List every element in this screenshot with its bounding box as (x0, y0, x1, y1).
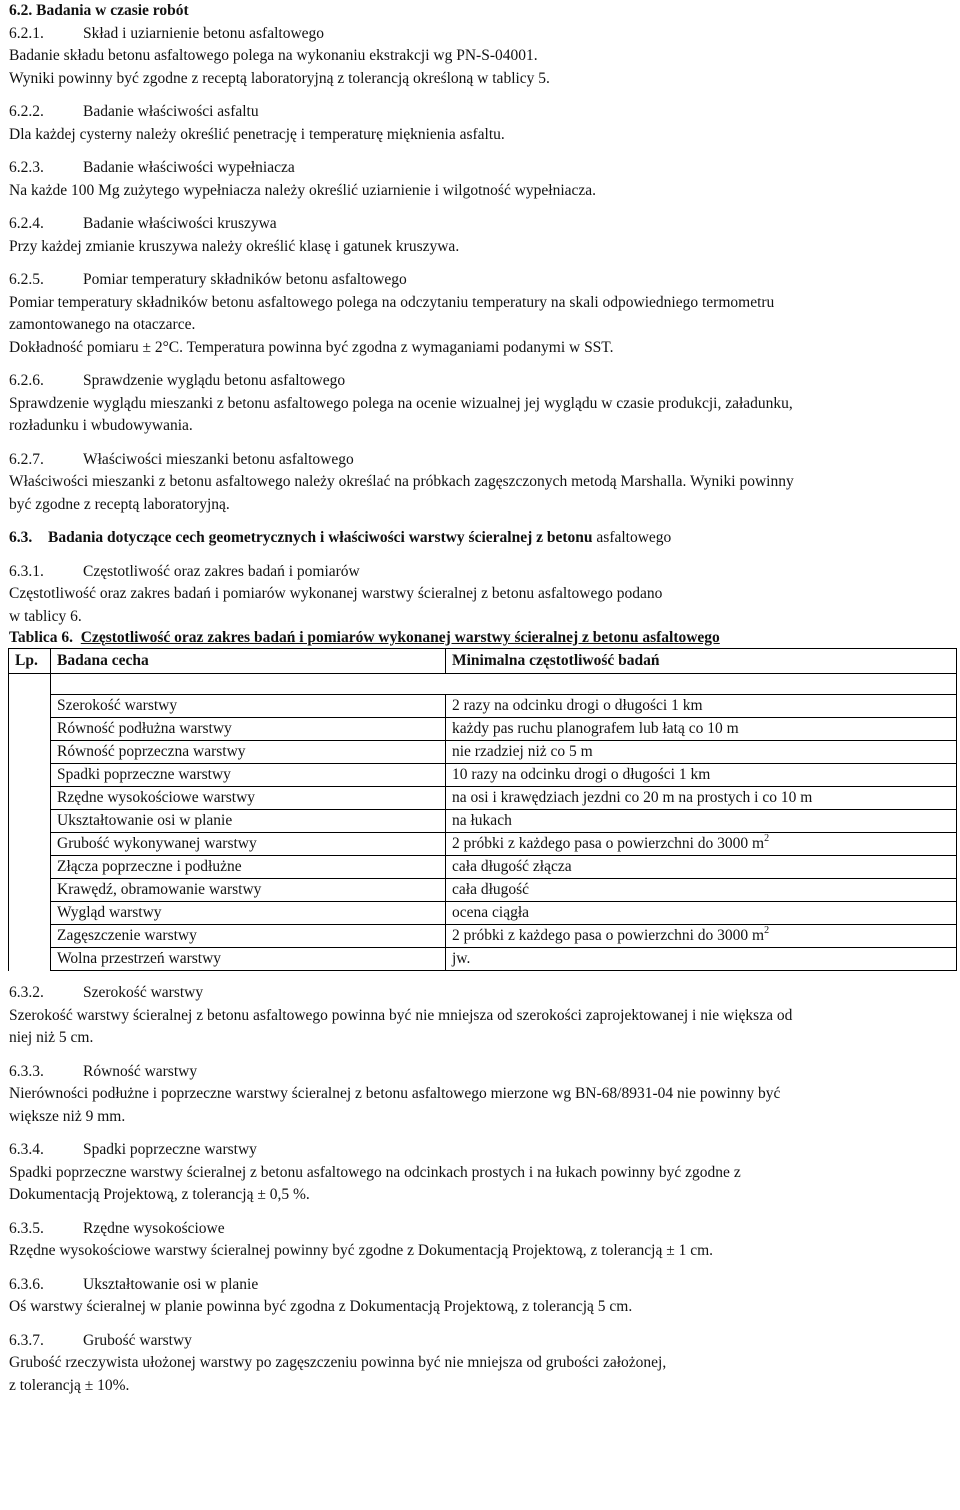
header-cell-lp: Lp. (9, 649, 51, 674)
section-title: Skład i uziarnienie betonu asfaltowego (83, 24, 325, 42)
table-cell-feature: Równość podłużna warstwy (51, 718, 446, 741)
table-cell-feature: Złącza poprzeczne i podłużne (51, 856, 446, 879)
frequency-table (8, 648, 957, 971)
table-cell-feature: Grubość wykonywanej warstwy (51, 833, 446, 856)
section-number: 6.3.3. (9, 1062, 44, 1080)
table-row (9, 764, 957, 787)
section-6-3-4-heading (9, 1139, 955, 1162)
table-row (9, 787, 957, 810)
table-row (9, 718, 957, 741)
section-number: 6.3.6. (9, 1275, 44, 1293)
table-row (9, 879, 957, 902)
paragraph: zamontowanego na otaczarce. (9, 316, 196, 333)
header-cell-frequency: Minimalna częstotliwość badań (446, 649, 957, 674)
table-spacer-row (9, 674, 957, 695)
table-row (9, 695, 957, 718)
table-cell-frequency (446, 764, 957, 787)
table-cell-lp (9, 787, 51, 810)
section-6-2-5-heading (9, 269, 955, 292)
section-6-2-title: 6.2. Badania w czasie robót (9, 2, 189, 19)
table-header-row (9, 649, 957, 674)
superscript: 2 (764, 833, 770, 844)
paragraph: Dla każdej cysterny należy określić penetrację i temperaturę mięknienia asfaltu. (9, 125, 505, 143)
section-number: 6.2.3. (9, 159, 44, 176)
paragraph: większe niż 9 mm. (9, 1107, 126, 1125)
table-cell-frequency (446, 695, 957, 718)
table-cell-frequency (446, 787, 957, 810)
frequency-text: 2 próbki z każdego pasa o powierzchni do 3000 m (452, 835, 765, 852)
section-title: Częstotliwość oraz zakres badań i pomiarów (83, 562, 360, 580)
section-title: Spadki poprzeczne warstwy (83, 1141, 257, 1158)
section-6-3-2-heading (9, 982, 955, 1005)
paragraph: Szerokość warstwy ścieralnej z betonu asfaltowego powinna być nie mniejsza od szerokości zaprojektowanej i nie większa od (9, 1006, 793, 1024)
paragraph: Pomiar temperatury składników betonu asfaltowego polega na odczytaniu temperatury na skali odpowiedniego termometru (9, 293, 775, 311)
table-cell-lp (9, 948, 51, 971)
paragraph: Dokładność pomiaru ± 2°C. Temperatura powinna być zgodna z wymaganiami podanymi w SST. (9, 338, 614, 356)
table-caption-text: Częstotliwość oraz zakres badań i pomiarów wykonanej warstwy ścieralnej z betonu asfaltowego (80, 629, 720, 646)
table-cell-feature: Równość poprzeczna warstwy (51, 741, 446, 764)
section-number: 6.2.6. (9, 372, 44, 389)
paragraph: być zgodne z receptą laboratoryjną. (9, 495, 230, 513)
paragraph: Właściwości mieszanki z betonu asfaltowego należy określać na próbkach zagęszczonych metodą Marshalla. Wyniki powinny (9, 473, 794, 490)
paragraph: z tolerancją ± 10%. (9, 1376, 130, 1394)
paragraph: Na każde 100 Mg zużytego wypełniacza należy określić uziarnienie i wilgotność wypełniacza. (9, 181, 597, 199)
paragraph: niej niż 5 cm. (9, 1029, 94, 1046)
frequency-text: cała długość złącza (452, 858, 572, 875)
section-title: Właściwości mieszanki betonu asfaltowego (83, 450, 354, 468)
table-caption (9, 628, 955, 648)
section-number: 6.3.1. (9, 562, 44, 580)
frequency-text: każdy pas ruchu planografem lub łatą co 10 m (452, 720, 739, 737)
table-cell-feature: Szerokość warstwy (51, 695, 446, 718)
table-cell-feature: Krawędź, obramowanie warstwy (51, 879, 446, 902)
section-number: 6.2.5. (9, 271, 44, 288)
frequency-text: ocena ciągła (452, 904, 530, 921)
table-cell-feature: Spadki poprzeczne warstwy (51, 764, 446, 787)
document-page (9, 0, 955, 1397)
frequency-text: na łukach (452, 812, 512, 829)
section-6-2-7-heading (9, 449, 955, 472)
table-cell-frequency (446, 879, 957, 902)
frequency-text: na osi i krawędziach jezdni co 20 m na prostych i co 10 m (452, 789, 813, 806)
section-title: Badanie właściwości wypełniacza (83, 159, 295, 176)
section-title: Równość warstwy (83, 1062, 198, 1080)
table-cell-lp (9, 879, 51, 902)
table-body (9, 695, 957, 971)
table-cell-feature: Rzędne wysokościowe warstwy (51, 787, 446, 810)
section-6-3-5-heading (9, 1218, 955, 1241)
frequency-text: nie rzadziej niż co 5 m (452, 743, 593, 760)
paragraph: Dokumentacją Projektową, z tolerancją ± 0,5 %. (9, 1186, 310, 1203)
table-row (9, 741, 957, 764)
header-cell-feature: Badana cecha (51, 649, 446, 674)
paragraph: Grubość rzeczywista ułożonej warstwy po zagęszczeniu powinna być nie mniejsza od grubości założonej, (9, 1354, 667, 1371)
table-cell-frequency (446, 741, 957, 764)
frequency-text: 10 razy na odcinku drogi o długości 1 km (452, 766, 711, 783)
paragraph: Sprawdzenie wyglądu mieszanki z betonu asfaltowego polega na ocenie wizualnej jej wyglądu w czasie produkcji, załadunku, (9, 394, 793, 412)
table-cell-lp (9, 764, 51, 787)
table-row (9, 833, 957, 856)
table-cell-lp (9, 925, 51, 948)
table-cell-frequency (446, 718, 957, 741)
section-title-rest: asfaltowego (592, 529, 672, 546)
section-number: 6.3.5. (9, 1219, 44, 1237)
section-6-3-3-heading (9, 1061, 955, 1084)
table-row (9, 810, 957, 833)
frequency-text: jw. (452, 950, 471, 967)
section-6-2-1-heading (9, 23, 955, 46)
section-title: Badania dotyczące cech geometrycznych i właściwości warstwy ścieralnej z betonu (48, 529, 593, 546)
table-cell-feature: Wygląd warstwy (51, 902, 446, 925)
paragraph: Przy każdej zmianie kruszywa należy określić klasę i gatunek kruszywa. (9, 237, 460, 255)
section-6-3-heading (9, 527, 955, 550)
section-number: 6.3. (9, 529, 33, 546)
table-cell-lp (9, 741, 51, 764)
table-cell-lp (9, 833, 51, 856)
section-number: 6.2.1. (9, 24, 44, 42)
section-6-2-3-heading (9, 157, 955, 180)
table-cell-lp (9, 856, 51, 879)
table-cell-feature: Zagęszczenie warstwy (51, 925, 446, 948)
section-title: Pomiar temperatury składników betonu asfaltowego (83, 271, 407, 288)
table-cell-frequency (446, 833, 957, 856)
section-number: 6.3.2. (9, 984, 44, 1001)
table-cell-feature: Wolna przestrzeń warstwy (51, 948, 446, 971)
table-row (9, 902, 957, 925)
table-row (9, 856, 957, 879)
table-cell-frequency (446, 925, 957, 948)
section-title: Grubość warstwy (83, 1331, 192, 1349)
paragraph: Spadki poprzeczne warstwy ścieralnej z betonu asfaltowego na odcinkach prostych i na łukach powinny być zgodne z (9, 1163, 741, 1181)
section-title: Sprawdzenie wyglądu betonu asfaltowego (83, 372, 346, 389)
table-cell-lp (9, 695, 51, 718)
section-number: 6.2.2. (9, 103, 44, 120)
frequency-text: cała długość (452, 881, 530, 898)
table-cell-feature: Ukształtowanie osi w planie (51, 810, 446, 833)
table-cell-frequency (446, 902, 957, 925)
section-6-2-2-heading (9, 101, 955, 124)
section-6-2-4-heading (9, 213, 955, 236)
paragraph: rozładunku i wbudowywania. (9, 417, 193, 434)
table-caption-number: Tablica 6. (9, 629, 74, 646)
section-6-3-7-heading (9, 1330, 955, 1353)
frequency-text: 2 próbki z każdego pasa o powierzchni do 3000 m (452, 927, 765, 944)
section-6-3-6-heading (9, 1274, 955, 1297)
paragraph: Wyniki powinny być zgodne z receptą laboratoryjną z tolerancją określoną w tablicy 5. (9, 69, 550, 87)
paragraph: Częstotliwość oraz zakres badań i pomiarów wykonanej warstwy ścieralnej z betonu asfaltowego podano (9, 585, 663, 602)
table-cell-frequency (446, 948, 957, 971)
table-row (9, 948, 957, 971)
section-6-3-1-heading (9, 561, 955, 584)
section-number: 6.2.7. (9, 450, 44, 468)
section-6-2-6-heading (9, 370, 955, 393)
table-cell-lp (9, 718, 51, 741)
paragraph: w tablicy 6. (9, 607, 82, 625)
section-title: Badanie właściwości kruszywa (83, 215, 277, 232)
section-number: 6.3.7. (9, 1331, 44, 1349)
superscript: 2 (764, 925, 770, 936)
section-title: Szerokość warstwy (83, 984, 204, 1001)
section-number: 6.3.4. (9, 1141, 44, 1158)
section-title: Badanie właściwości asfaltu (83, 103, 259, 120)
paragraph: Badanie składu betonu asfaltowego polega na wykonaniu ekstrakcji wg PN-S-04001. (9, 47, 538, 64)
paragraph: Rzędne wysokościowe warstwy ścieralnej powinny być zgodne z Dokumentacją Projektową, z tolerancją ± 1 cm. (9, 1242, 714, 1259)
frequency-text: 2 razy na odcinku drogi o długości 1 km (452, 697, 703, 714)
table-cell-frequency (446, 810, 957, 833)
section-title: Rzędne wysokościowe (83, 1219, 225, 1237)
section-number: 6.2.4. (9, 215, 44, 232)
section-title: Ukształtowanie osi w planie (83, 1275, 259, 1293)
table-cell-frequency (446, 856, 957, 879)
table-cell-lp (9, 810, 51, 833)
table-cell-lp (9, 902, 51, 925)
table-row (9, 925, 957, 948)
paragraph: Oś warstwy ścieralnej w planie powinna być zgodna z Dokumentacją Projektową, z tolerancją 5 cm. (9, 1298, 633, 1315)
paragraph: Nierówności podłużne i poprzeczne warstwy ścieralnej z betonu asfaltowego mierzone wg BN-68/8931-04 nie powinny być (9, 1085, 781, 1102)
